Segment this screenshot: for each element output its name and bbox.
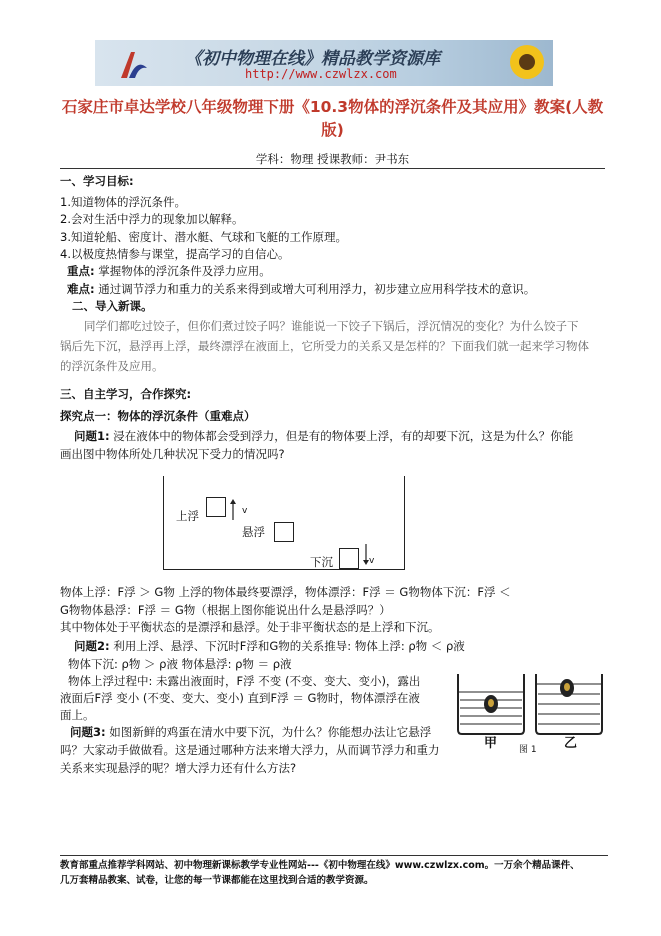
key-label: 重点: bbox=[67, 264, 95, 278]
q1-label: 问题1: bbox=[74, 429, 110, 443]
label-v-1: v bbox=[242, 506, 248, 516]
intro-line-2: 锅后先下沉，悬浮再上浮，最终漂浮在液面上，它所受力的关系又是怎样的？下面我们就一起来学习物体 bbox=[60, 339, 589, 353]
divider bbox=[60, 168, 605, 169]
explore-point-1: 探究点一：物体的浮沉条件（重难点） bbox=[60, 409, 256, 423]
question-3-line-3: 关系来实现悬浮的呢？增大浮力还有什么方法? bbox=[60, 761, 297, 775]
question-3-line-2: 吗？大家动手做做看。这是通过哪种方法来增大浮力，从而调节浮力和重力 bbox=[60, 743, 440, 757]
question-3 bbox=[70, 724, 431, 740]
header-banner bbox=[95, 40, 553, 86]
banner-title: 《初中物理在线》精品教学资源库 bbox=[185, 49, 440, 69]
site-logo-icon bbox=[117, 48, 151, 82]
label-sinking: 下沉 bbox=[310, 555, 333, 569]
objective-3: 3.知道轮船、密度计、潜水艇、气球和飞艇的工作原理。 bbox=[60, 230, 347, 244]
difficult-point bbox=[67, 281, 535, 297]
hard-text: 通过调节浮力和重力的关系来得到或增大可利用浮力，初步建立应用科学技术的意识。 bbox=[98, 282, 536, 296]
question-1-cont: 画出图中物体所处几种状况下受力的情况吗? bbox=[60, 447, 285, 461]
q2-text: 利用上浮、悬浮、下沉时F浮和G物的关系推导: 物体上浮: ρ物 ＜ ρ液 bbox=[113, 639, 465, 653]
question-2-line-5: 面上。 bbox=[60, 708, 95, 722]
objective-4: 4.以极度热情参与课堂，提高学习的自信心。 bbox=[60, 247, 290, 261]
q3-label: 问题3: bbox=[70, 725, 106, 739]
banner-url[interactable]: http://www.czwlzx.com bbox=[245, 67, 397, 81]
label-v-2: v bbox=[369, 556, 375, 566]
figure-label-yi: 乙 bbox=[564, 736, 578, 751]
footer-line-2: 几万套精品教案、试卷，让您的每一节课都能在这里找到合适的教学资源。 bbox=[60, 875, 374, 886]
figure-label-jia: 甲 bbox=[484, 736, 498, 751]
key-point bbox=[67, 263, 271, 279]
buoyancy-diagram bbox=[163, 476, 405, 570]
intro-line-1: 同学们都吃过饺子，但你们煮过饺子吗？谁能说一下饺子下锅后，浮沉情况的变化？为什么饺子下 bbox=[84, 319, 579, 333]
arrow-up-icon bbox=[228, 498, 238, 520]
figure-caption: 图 1 bbox=[519, 745, 537, 755]
question-2-line-4: 液面后F浮 变小 (不变、变大、变小) 直到F浮 ＝ G物时，物体漂浮在液 bbox=[60, 691, 420, 705]
label-suspended: 悬浮 bbox=[242, 525, 265, 539]
object-sinking bbox=[339, 548, 359, 569]
object-rising bbox=[206, 497, 226, 517]
intro-line-3: 的浮沉条件及应用。 bbox=[60, 359, 164, 373]
section-intro: 二、导入新课。 bbox=[72, 299, 153, 313]
q2-label: 问题2: bbox=[74, 639, 110, 653]
object-suspended bbox=[274, 522, 294, 542]
objective-1: 1.知道物体的浮沉条件。 bbox=[60, 195, 186, 209]
key-text: 掌握物体的浮沉条件及浮力应用。 bbox=[98, 264, 271, 278]
sunflower-icon bbox=[507, 42, 547, 82]
hard-label: 难点: bbox=[67, 282, 95, 296]
q3-text: 如图新鲜的鸡蛋在清水中要下沉，为什么？你能想办法让它悬浮 bbox=[109, 725, 432, 739]
label-rising: 上浮 bbox=[176, 509, 199, 523]
footer-line-1: 教育部重点推荐学科网站、初中物理新课标教学专业性网站---《初中物理在线》www.czwlzx.com。一万余个精品课件、 bbox=[60, 860, 580, 871]
question-2 bbox=[74, 638, 465, 654]
question-2-line-2: 物体下沉: ρ物 ＞ ρ液 物体悬浮: ρ物 ＝ ρ液 bbox=[68, 657, 292, 671]
footer-divider bbox=[60, 855, 608, 856]
answer-line-3: 其中物体处于平衡状态的是漂浮和悬浮。处于非平衡状态的是上浮和下沉。 bbox=[60, 620, 440, 634]
answer-line-2: G物物体悬浮：F浮 ＝ G物（根据上图你能说出什么是悬浮吗？） bbox=[60, 603, 391, 617]
objective-2: 2.会对生活中浮力的现象加以解释。 bbox=[60, 212, 244, 226]
section-objectives: 一、学习目标: bbox=[60, 174, 134, 188]
footer bbox=[60, 858, 608, 888]
answer-line-1: 物体上浮：F浮 ＞ G物 上浮的物体最终要漂浮，物体漂浮：F浮 ＝ G物物体下沉：F浮 ＜ bbox=[60, 585, 511, 599]
q1-text: 浸在液体中的物体都会受到浮力，但是有的物体要上浮，有的却要下沉，这是为什么？你能 bbox=[113, 429, 574, 443]
section-explore: 三、自主学习，合作探究: bbox=[60, 387, 192, 401]
document-title: 石家庄市卓达学校八年级物理下册《10.3物体的浮沉条件及其应用》教案(人教版) bbox=[61, 98, 604, 139]
question-1 bbox=[74, 428, 573, 444]
subject-teacher: 学科：物理 授课教师：尹书东 bbox=[255, 152, 410, 166]
question-2-line-3: 物体上浮过程中: 未露出液面时，F浮 不变 (不变、变大、变小)，露出 bbox=[68, 674, 421, 688]
